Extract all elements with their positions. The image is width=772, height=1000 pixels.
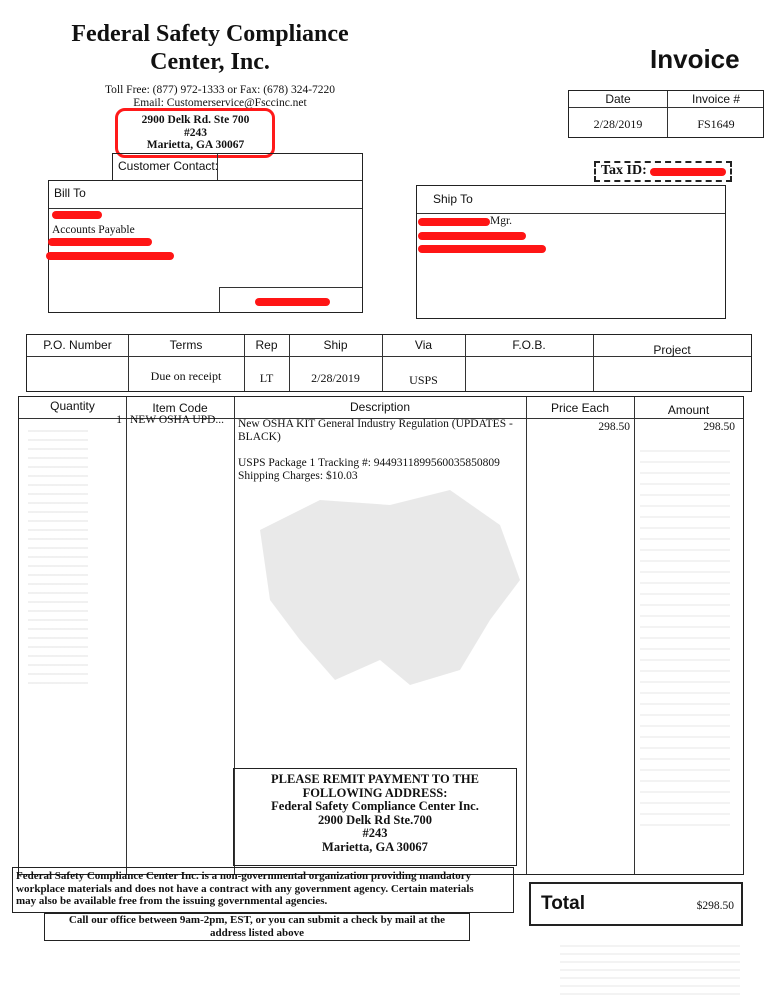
item-quantity: 1 xyxy=(116,414,122,426)
company-name-line2: Center, Inc. xyxy=(150,49,270,75)
bill-to-department: Accounts Payable xyxy=(52,224,135,236)
tax-id-label: Tax ID: xyxy=(601,163,647,178)
fob-header: F.O.B. xyxy=(512,338,546,352)
company-address-line3: Marietta, GA 30067 xyxy=(146,139,245,151)
item-amount: 298.50 xyxy=(703,421,735,433)
company-phones: Toll Free: (877) 972-1333 or Fax: (678) 324-7220 xyxy=(104,84,336,96)
invoice-date: 2/28/2019 xyxy=(593,117,643,131)
remit-line4: 2900 Delk Rd Ste.700 xyxy=(318,812,432,827)
total-label: Total xyxy=(541,893,585,914)
disclaimer-box xyxy=(12,867,514,913)
scan-artifact-right xyxy=(640,450,730,830)
ship-to-address-redaction-1 xyxy=(418,232,526,240)
remit-line6: Marietta, GA 30067 xyxy=(322,839,428,854)
remit-line1: PLEASE REMIT PAYMENT TO THE xyxy=(271,772,479,786)
bill-to-contact-redaction xyxy=(255,298,330,306)
scan-artifact-bottom xyxy=(560,945,740,995)
project-header: Project xyxy=(653,343,691,357)
disclaimer-line3: may also be available free from the issuing governmental agencies. xyxy=(16,895,328,907)
invoice-number: FS1649 xyxy=(697,117,735,131)
call-note-line1: Call our office between 9am-2pm, EST, or you can submit a check by mail at the xyxy=(68,914,446,926)
company-name xyxy=(40,20,380,76)
company-email: Email: Customerservice@Fsccinc.net xyxy=(133,97,307,109)
company-address-line1: 2900 Delk Rd. Ste 700 xyxy=(141,114,250,126)
call-note-line2: address listed above xyxy=(210,927,304,939)
invoice-number-label: Invoice # xyxy=(691,92,741,106)
ship-to-name-redaction xyxy=(418,218,490,226)
company-address-line2: #243 xyxy=(184,126,207,139)
total-value: $298.50 xyxy=(696,900,734,912)
terms-value: Due on receipt xyxy=(150,369,222,383)
call-note-box xyxy=(44,913,470,941)
company-name-line1: Federal Safety Compliance xyxy=(71,21,349,47)
item-code-header: Item Code xyxy=(152,401,208,415)
date-label: Date xyxy=(605,92,631,106)
company-address xyxy=(118,114,273,152)
scan-artifact-left xyxy=(28,430,88,690)
ship-to-label: Ship To xyxy=(433,192,473,206)
bill-to-name-redaction xyxy=(52,211,102,219)
invoice-meta-table xyxy=(568,90,764,138)
item-price-each: 298.50 xyxy=(598,421,630,433)
shipping-tracking: USPS Package 1 Tracking #: 9449311899560035850809 xyxy=(238,457,500,469)
remit-line3: Federal Safety Compliance Center Inc. xyxy=(271,799,479,813)
via-value: USPS xyxy=(409,373,438,387)
bill-to-address-redaction-2 xyxy=(46,252,174,260)
ship-to-address-redaction-2 xyxy=(418,245,546,253)
remit-box xyxy=(233,768,517,866)
price-each-header: Price Each xyxy=(550,401,610,415)
disclaimer-line2: workplace materials and does not have a contract with any government agency. Certain materials xyxy=(16,882,474,895)
ship-header: Ship xyxy=(323,338,348,352)
item-description-line1: New OSHA KIT General Industry Regulation (UPDATES - xyxy=(238,418,513,430)
po-number-header: P.O. Number xyxy=(43,338,112,352)
terms-header: Terms xyxy=(169,338,203,352)
bill-to-box xyxy=(48,180,363,313)
bill-to-label: Bill To xyxy=(54,186,86,200)
customer-contact-label: Customer Contact: xyxy=(118,159,219,173)
item-description-line2: BLACK) xyxy=(238,431,281,443)
remit-line2: FOLLOWING ADDRESS: xyxy=(302,785,448,800)
quantity-header: Quantity xyxy=(50,399,95,413)
item-description xyxy=(238,418,523,444)
disclaimer-line1: Federal Safety Compliance Center Inc. is a non-governmental organization providing mandatory xyxy=(16,870,472,882)
ship-to-title: Mgr. xyxy=(490,215,513,227)
tax-id-redaction xyxy=(650,168,726,176)
description-header: Description xyxy=(349,400,411,414)
map-watermark xyxy=(240,470,540,710)
remit-line5: #243 xyxy=(362,826,388,840)
via-header: Via xyxy=(414,338,433,352)
amount-header: Amount xyxy=(667,403,710,417)
doc-title: Invoice xyxy=(650,44,740,74)
order-info-table xyxy=(26,334,752,392)
shipping-charges: Shipping Charges: $10.03 xyxy=(238,470,358,482)
ship-value: 2/28/2019 xyxy=(311,371,360,385)
rep-value: LT xyxy=(259,371,274,385)
bill-to-address-redaction-1 xyxy=(48,238,152,246)
rep-header: Rep xyxy=(255,338,278,352)
item-code: NEW OSHA UPD... xyxy=(130,414,225,426)
